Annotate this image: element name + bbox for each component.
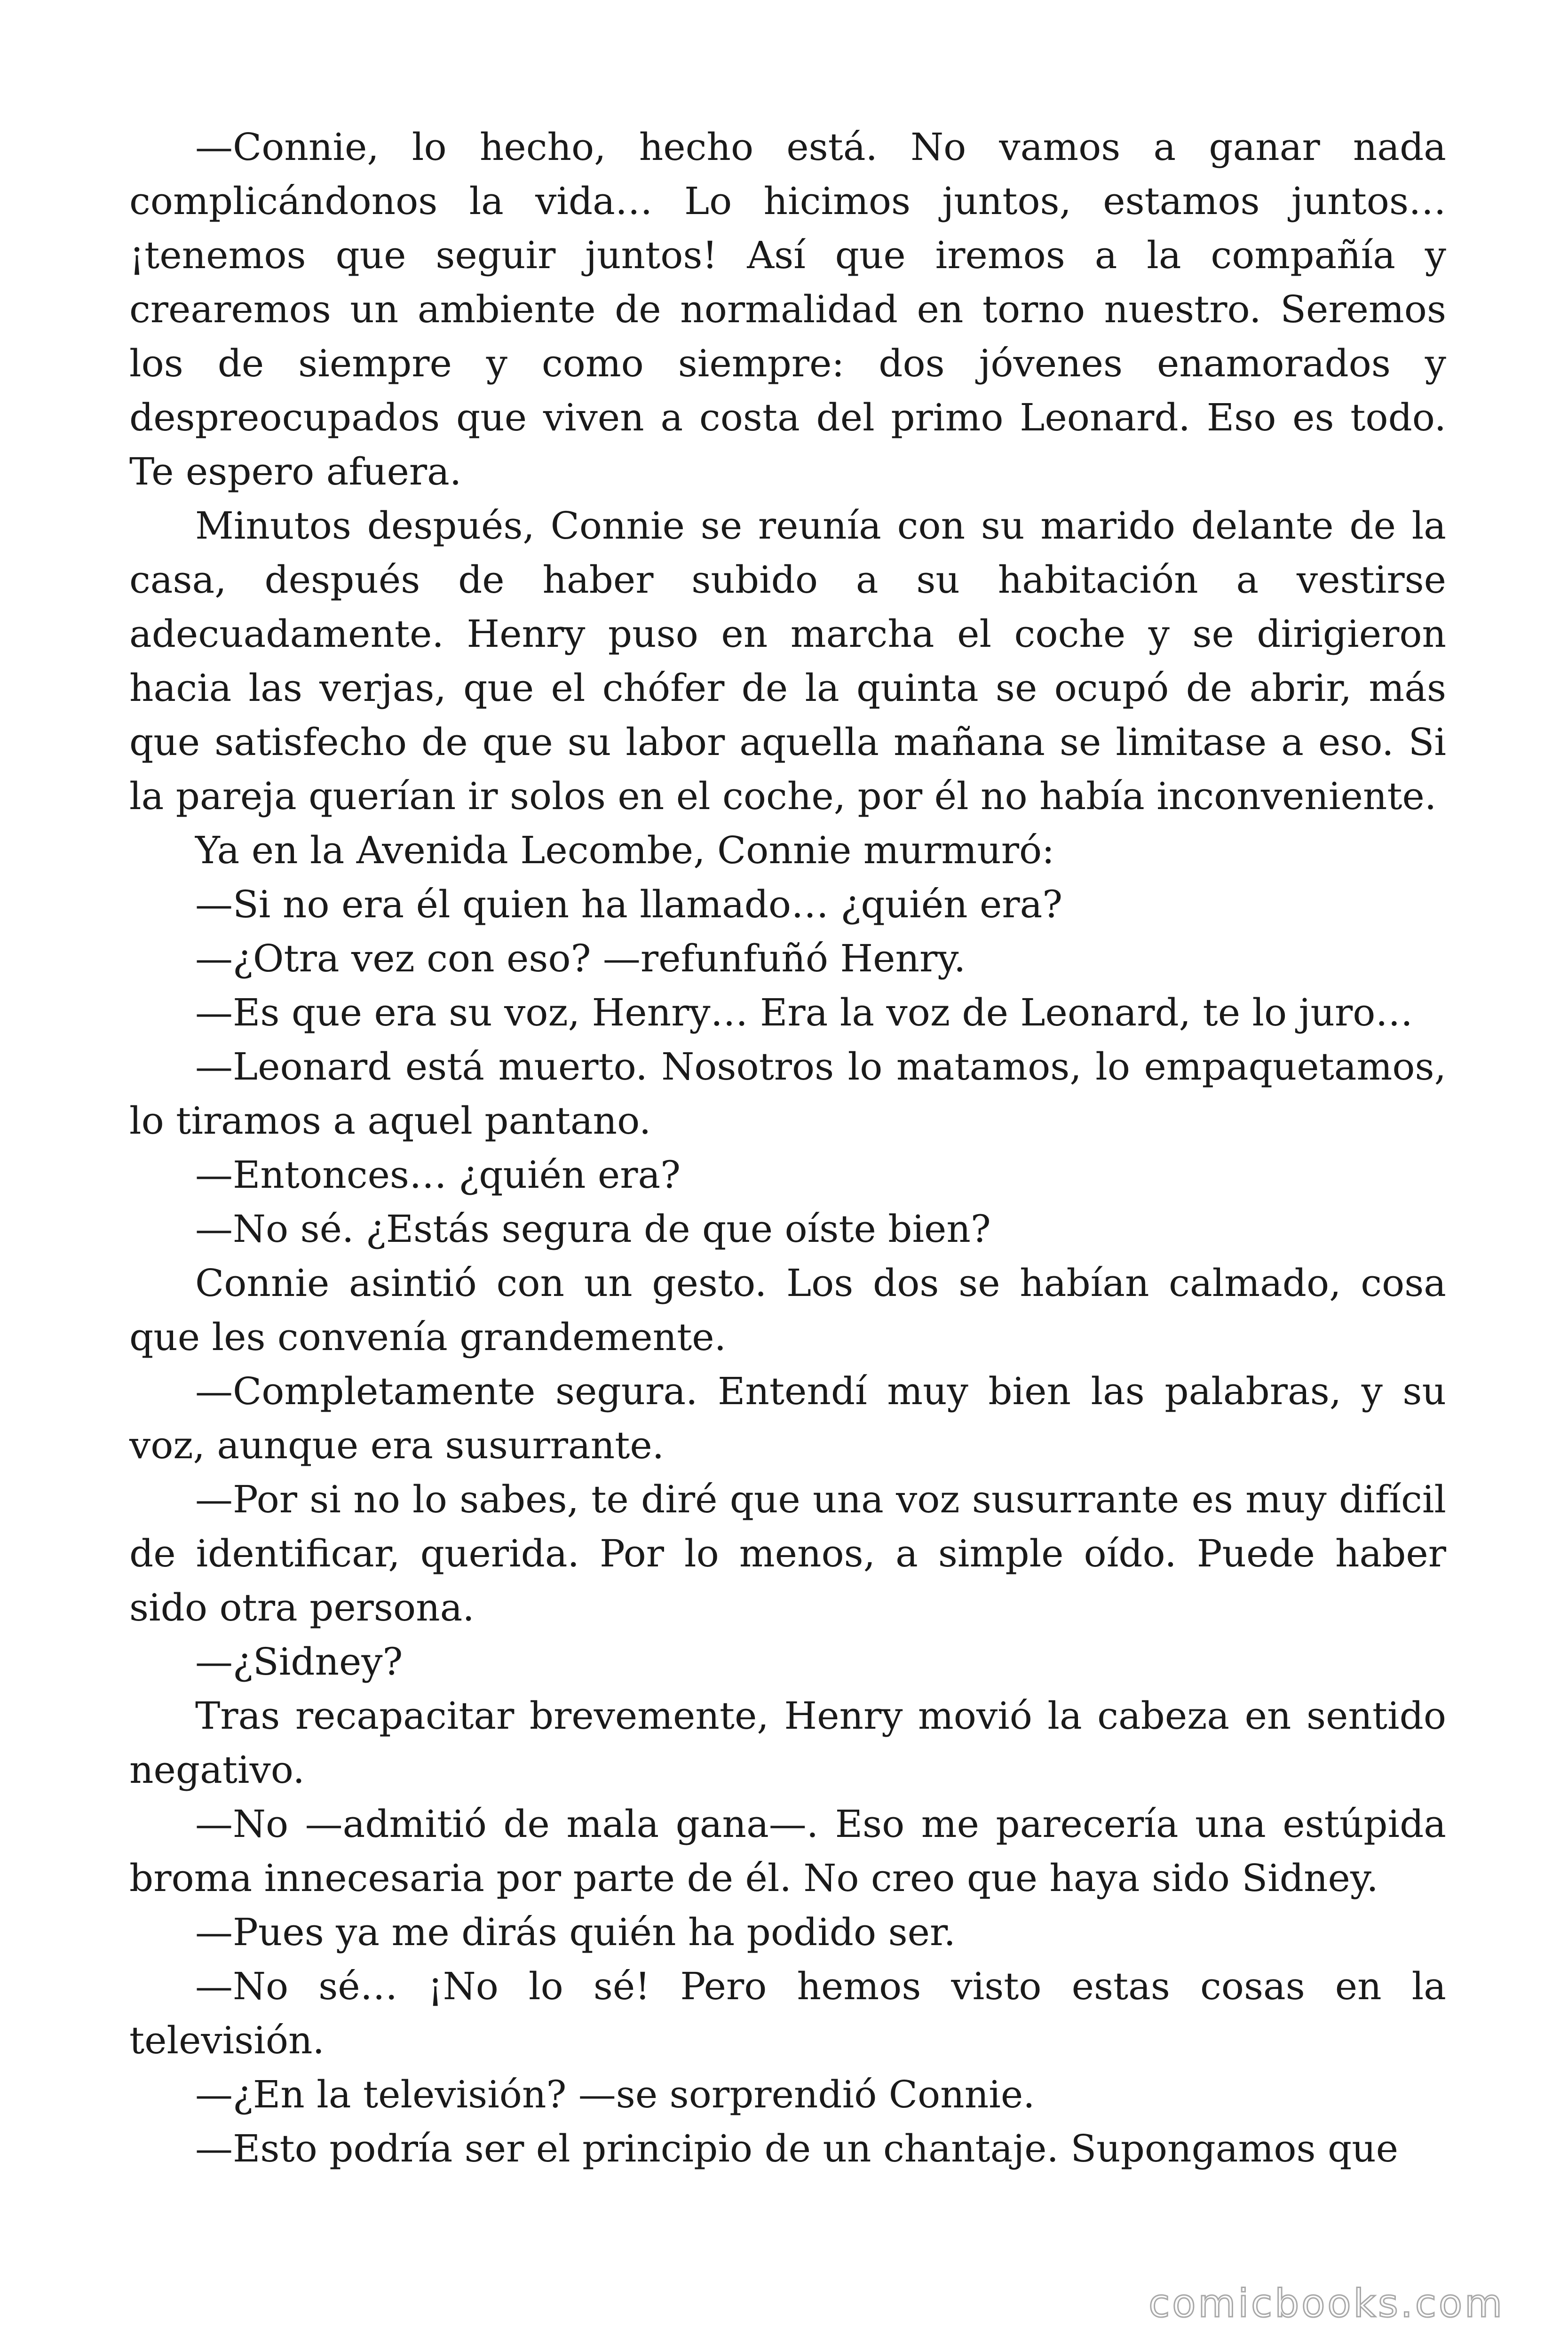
paragraph: Minutos después, Connie se reunía con su marido delante de la casa, después de haber subido a su habitación a vestirse adecuadamente. Henry puso en marcha el coche y se dirigieron hacia las verjas, que el chófer de la quinta se ocupó de abrir, más que satisfecho de que su labor aquella mañana se limitase a eso. Si la pareja querían ir solos en el coche, por él no había inconveniente. xyxy=(129,504,1446,818)
paragraph: —Por si no lo sabes, te diré que una voz susurrante es muy difícil de identificar, querida. Por lo menos, a simple oído. Puede haber sido otra persona. xyxy=(129,1478,1446,1629)
paragraph: —¿Otra vez con eso? —refunfuñó Henry. xyxy=(195,937,966,980)
paragraph: Tras recapacitar brevemente, Henry movió la cabeza en sentido negativo. xyxy=(129,1694,1446,1792)
paragraph: —Entonces… ¿quién era? xyxy=(195,1153,681,1197)
paragraph: —No —admitió de mala gana—. Eso me parecería una estúpida broma innecesaria por parte de él. No creo que haya sido Sidney. xyxy=(129,1802,1446,1900)
paragraph: —No sé… ¡No lo sé! Pero hemos visto estas cosas en la televisión. xyxy=(129,1964,1446,2062)
paragraph: —Completamente segura. Entendí muy bien las palabras, y su voz, aunque era susurrante. xyxy=(129,1369,1446,1467)
paragraph: —Esto podría ser el principio de un chantaje. Supongamos que xyxy=(195,2127,1399,2170)
paragraph: —¿En la televisión? —se sorprendió Connie. xyxy=(195,2073,1035,2116)
paragraph: —Si no era él quien ha llamado… ¿quién era? xyxy=(195,882,1063,926)
paragraph: —Connie, lo hecho, hecho está. No vamos a ganar nada complicándonos la vida… Lo hicimos juntos, estamos juntos… ¡tenemos que seguir juntos! Así que iremos a la compañía y crearemos un ambiente de normalidad en torno nuestro. Seremos los de siempre y como siempre: dos jóvenes enamorados y despreocupados que viven a costa del primo Leonard. Eso es todo. Te espero afuera. xyxy=(129,125,1446,493)
paragraph: —¿Sidney? xyxy=(195,1640,403,1684)
watermark: comicbooks.com xyxy=(1148,2281,1505,2326)
paragraph: —Leonard está muerto. Nosotros lo matamos, lo empaquetamos, lo tiramos a aquel pantano. xyxy=(129,1045,1446,1143)
page-body xyxy=(129,120,1446,2176)
paragraph: —Pues ya me dirás quién ha podido ser. xyxy=(195,1910,956,1954)
paragraph: —Es que era su voz, Henry… Era la voz de Leonard, te lo juro… xyxy=(195,991,1413,1034)
paragraph: Connie asintió con un gesto. Los dos se habían calmado, cosa que les convenía grandemente. xyxy=(129,1261,1446,1359)
paragraph: Ya en la Avenida Lecombe, Connie murmuró: xyxy=(195,828,1055,872)
paragraph: —No sé. ¿Estás segura de que oíste bien? xyxy=(195,1207,991,1251)
